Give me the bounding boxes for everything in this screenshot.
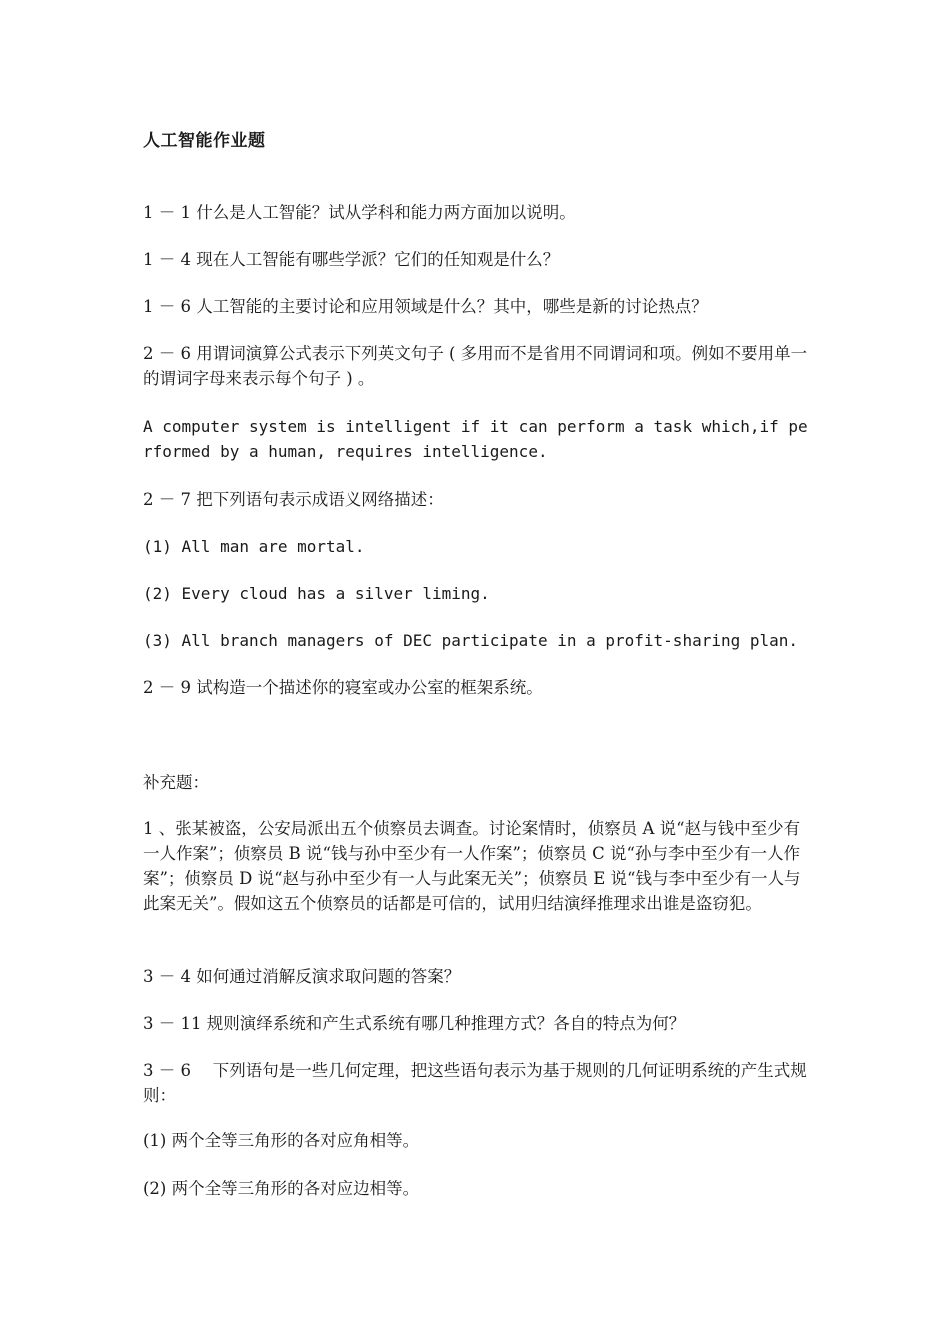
supplement-heading: 补充题： bbox=[143, 773, 209, 792]
document-title: 人工智能作业题 bbox=[143, 131, 266, 151]
question-3-6: 3 － 6 下列语句是一些几何定理，把这些语句表示为基于规则的几何证明系统的产生式规则： bbox=[143, 1061, 807, 1105]
question-1-6: 1 － 6 人工智能的主要讨论和应用领域是什么？其中，哪些是新的讨论热点？ bbox=[143, 297, 708, 316]
supplement-question-1: 1 、张某被盗，公安局派出五个侦察员去调查。讨论案情时，侦察员 A 说“赵与钱中至少有一人作案”；侦察员 B 说“钱与孙中至少有一人作案”；侦察员 C 说“孙与李中至少有一人作案”；侦察员 D 说“赵与孙中至少有一人与此案无关”；侦察员 E 说“钱与李中至少有一人与此案无关”。假如这五个侦察员的话都是可信的，试用归结演绎推理求出谁是盗窃犯。 bbox=[143, 819, 801, 913]
sentence-item-1: (1) All man are mortal. bbox=[143, 537, 365, 556]
english-sentence: A computer system is intelligent if it can perform a task which,if performed by a human, requires intelligence. bbox=[143, 417, 808, 461]
sentence-item-2: (2) Every cloud has a silver liming. bbox=[143, 584, 490, 603]
question-2-9: 2 － 9 试构造一个描述你的寝室或办公室的框架系统。 bbox=[143, 678, 543, 697]
theorem-item-2: (2) 两个全等三角形的各对应边相等。 bbox=[143, 1179, 420, 1198]
question-3-4: 3 － 4 如何通过消解反演求取问题的答案？ bbox=[143, 967, 461, 986]
question-3-11: 3 － 11 规则演绎系统和产生式系统有哪几种推理方式？各自的特点为何？ bbox=[143, 1014, 686, 1033]
question-1-4: 1 － 4 现在人工智能有哪些学派？它们的任知观是什么？ bbox=[143, 250, 560, 269]
question-1-1: 1 － 1 什么是人工智能？试从学科和能力两方面加以说明。 bbox=[143, 203, 576, 222]
sentence-item-3: (3) All branch managers of DEC participate in a profit-sharing plan. bbox=[143, 631, 799, 650]
theorem-item-1: (1) 两个全等三角形的各对应角相等。 bbox=[143, 1131, 420, 1150]
question-2-6: 2 － 6 用谓词演算公式表示下列英文句子 ( 多用而不是省用不同谓词和项。例如不要用单一的谓词字母来表示每个句子 ) 。 bbox=[143, 344, 808, 388]
question-2-7: 2 － 7 把下列语句表示成语义网络描述： bbox=[143, 490, 444, 509]
